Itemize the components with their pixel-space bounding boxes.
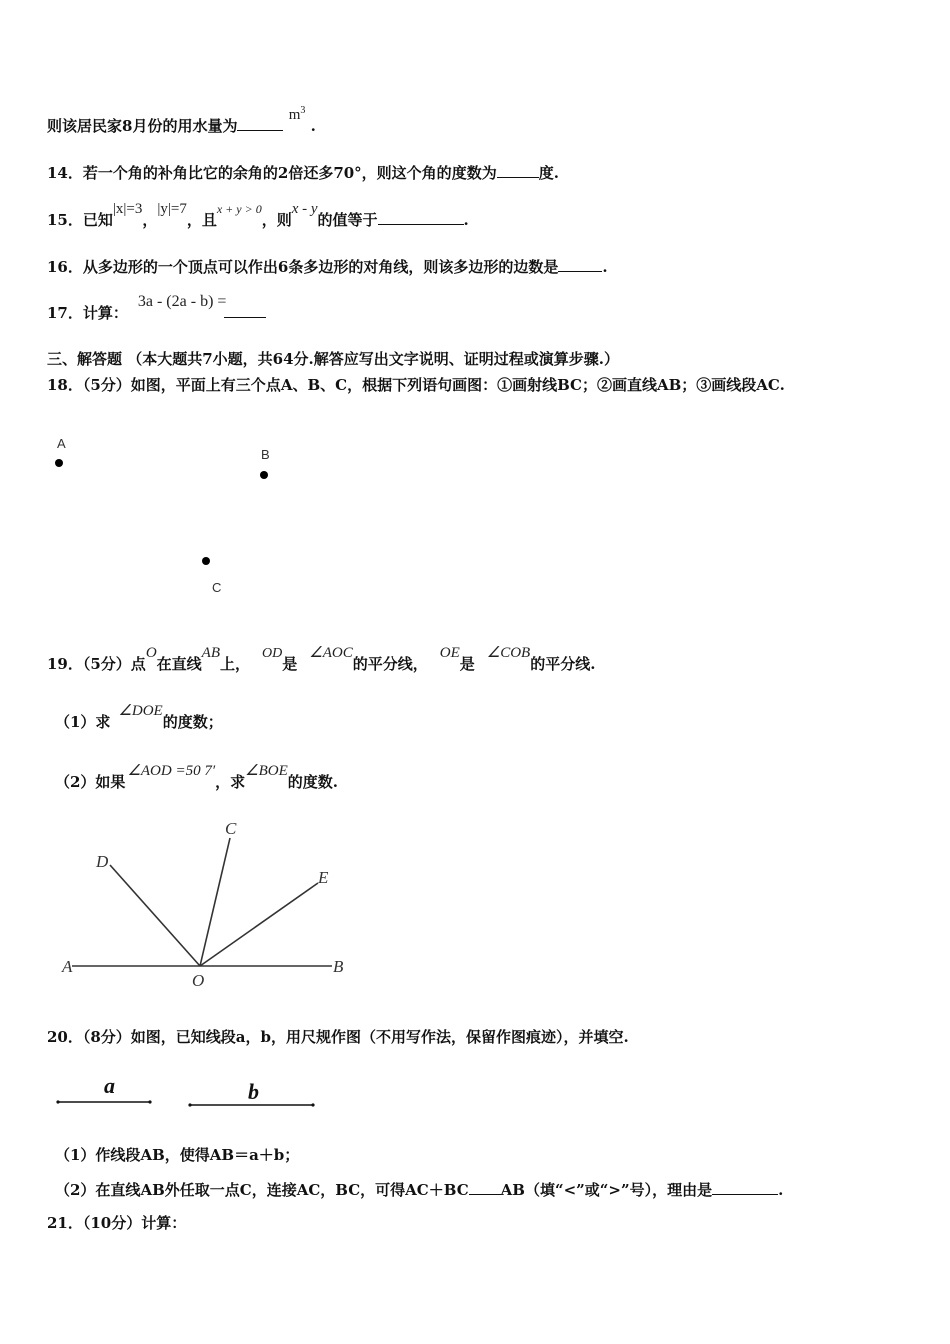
- q19-sub2-mid: ，求: [215, 773, 246, 791]
- q21-text: 21．（10分）计算：: [47, 1214, 187, 1232]
- q15-abs-x: |x|=3: [112, 201, 143, 217]
- segments-figure: [0, 1060, 400, 1120]
- q20-sub2-end: .: [778, 1181, 784, 1199]
- q19-angle-boe: ∠BOE: [245, 763, 288, 779]
- q15-then: ，则: [261, 211, 292, 229]
- q15-label: 15．已知: [47, 211, 113, 229]
- q20-sub1-text: （1）作线段AB，使得AB＝a＋b；: [55, 1146, 300, 1164]
- q15-comma: ，: [142, 211, 158, 229]
- q19-text-1: 19．（5分）点: [47, 655, 146, 673]
- q20-sub2-text-1: （2）在直线AB外任取一点C，连接AC，BC，可得AC＋BC: [55, 1181, 469, 1199]
- water-usage-text: 则该居民家8月份的用水量为: [47, 117, 238, 135]
- q19-angle-aod: ∠AOD =50 7′: [127, 763, 216, 779]
- question-20-part-2: [55, 1179, 783, 1200]
- point-c-label: C: [212, 580, 222, 595]
- q17-label: 17．计算：: [47, 304, 128, 322]
- q19-text-2: 在直线: [156, 655, 202, 673]
- q19-text-7: 的平分线.: [530, 655, 596, 673]
- q19-sub1-suffix: 的度数；: [162, 713, 223, 731]
- q19-text-5: 的平分线，: [352, 655, 428, 673]
- q15-and: ，且: [186, 211, 217, 229]
- q19-point-o: O: [145, 645, 157, 661]
- section-3-text: 三、解答题 （本大题共7小题，共64分.解答应写出文字说明、证明过程或演算步骤.）: [47, 350, 619, 368]
- segment-b-label: b: [248, 1079, 259, 1104]
- question-20: [47, 1026, 629, 1047]
- label-d: D: [96, 852, 109, 871]
- q19-ray-od: OD: [262, 646, 283, 661]
- q19-angle-doe: ∠DOE: [118, 703, 163, 719]
- segment-b-start: [188, 1103, 191, 1106]
- q20-text: 20．（8分）如图，已知线段a，b，用尺规作图（不用写作法，保留作图痕迹），并填空.: [47, 1028, 629, 1046]
- q14-end: 度.: [538, 164, 559, 182]
- label-b: B: [333, 957, 344, 976]
- q20-reason-blank[interactable]: [712, 1193, 778, 1195]
- q15-end: .: [463, 211, 469, 229]
- label-c: C: [225, 819, 237, 838]
- q19-sub2-suffix: 的度数.: [287, 773, 338, 791]
- q19-text-3: 上，: [220, 655, 251, 673]
- q17-expression: 3a - (2a - b) =: [137, 293, 227, 310]
- q19-sub2-prefix: （2）如果: [55, 773, 126, 791]
- water-end: .: [310, 117, 316, 135]
- segment-a-label: a: [104, 1073, 115, 1098]
- point-b-label: B: [261, 447, 270, 462]
- q15-value-text: 的值等于: [317, 211, 378, 229]
- label-a: A: [62, 957, 73, 976]
- q16-text: 16．从多边形的一个顶点可以作出6条多边形的对角线，则该多边形的边数是: [47, 258, 559, 276]
- segment-b-end: [311, 1103, 314, 1106]
- q19-line-ab: AB: [201, 645, 220, 661]
- ray-oc: [200, 838, 230, 966]
- label-o: O: [192, 971, 205, 990]
- q19-angle-aoc: ∠AOC: [309, 645, 353, 661]
- q19-text-6: 是: [459, 655, 475, 673]
- q19-sub1-prefix: （1）求: [55, 713, 111, 731]
- q20-compare-blank[interactable]: [469, 1193, 501, 1195]
- question-21: [47, 1212, 186, 1233]
- segment-a-start: [56, 1100, 59, 1103]
- q19-ray-oe: OE: [439, 645, 460, 661]
- q19-angle-cob: ∠COB: [486, 645, 531, 661]
- point-a-label: A: [57, 436, 66, 451]
- q14-text: 14．若一个角的补角比它的余角的2倍还多70°，则这个角的度数为: [47, 164, 497, 182]
- q20-sub2-text-2: AB（填“<”或“>”号），理由是: [500, 1181, 713, 1199]
- q18-text: 18．（5分）如图，平面上有三个点A、B、C，根据下列语句画图：①画射线BC；②画直线AB；③画线段AC.: [47, 376, 785, 394]
- q19-text-4: 是: [282, 655, 298, 673]
- q15-condition: x + y > 0: [216, 202, 262, 216]
- unit-m3: $m^3$: [288, 105, 306, 123]
- segment-a-end: [148, 1100, 151, 1103]
- q15-expression: x - y: [291, 201, 318, 217]
- ray-od: [110, 865, 200, 966]
- label-e: E: [318, 868, 329, 887]
- ray-oe: [200, 883, 318, 966]
- question-20-part-1: [55, 1144, 299, 1165]
- q15-abs-y: |y|=7: [157, 201, 187, 217]
- q16-end: .: [602, 258, 608, 276]
